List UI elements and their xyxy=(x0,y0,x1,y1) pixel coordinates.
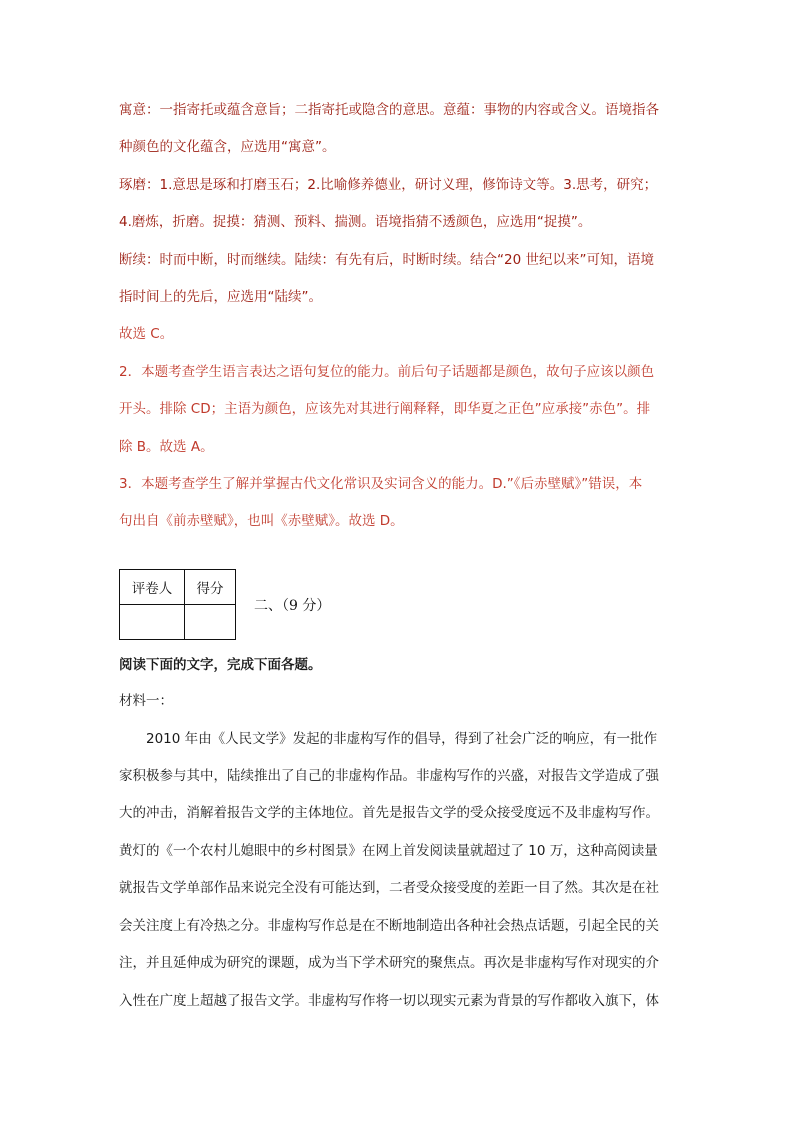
score-table-cell-grader xyxy=(120,605,185,640)
answer-line: 4.磨炼，折磨。捉摸：猜测、预料、揣测。语境指猜不透颜色，应选用“捉摸”。 xyxy=(119,214,592,230)
answer-line: 故选 C。 xyxy=(119,326,174,342)
answer-line: 种颜色的文化蕴含，应选用“寓意”。 xyxy=(119,139,336,155)
answer-line: 琢磨：1.意思是琢和打磨玉石；2.比喻修养德业，研讨义理，修饰诗文等。3.思考，研究； xyxy=(119,177,658,193)
instruction: 阅读下面的文字，完成下面各题。 xyxy=(119,657,322,673)
passage-line: 大的冲击，消解着报告文学的主体地位。首先是报告文学的受众接受度远不及非虚构写作。 xyxy=(119,805,659,821)
score-table-header-grader: 评卷人 xyxy=(120,570,185,605)
passage-line: 家积极参与其中，陆续推出了自己的非虚构作品。非虚构写作的兴盛，对报告文学造成了强 xyxy=(119,768,659,784)
material-label: 材料一： xyxy=(119,693,173,709)
answer-line: 句出自《前赤壁赋》，也叫《赤壁赋》。故选 D。 xyxy=(119,513,404,529)
answer-line: 寓意：一指寄托或蕴含意旨；二指寄托或隐含的意思。意蕴：事物的内容或含义。语境指各 xyxy=(119,102,659,118)
answer-line: 开头。排除 CD；主语为颜色，应该先对其进行阐释释，即华夏之正色”应承接”赤色”。排 xyxy=(119,401,651,417)
passage-line: 2010 年由《人民文学》发起的非虚构写作的倡导，得到了社会广泛的响应，有一批作 xyxy=(146,731,658,747)
passage-line: 就报告文学单部作品来说完全没有可能达到，二者受众接受度的差距一目了然。其次是在社 xyxy=(119,880,659,896)
passage-line: 会关注度上有冷热之分。非虚构写作总是在不断地制造出各种社会热点话题，引起全民的关 xyxy=(119,918,659,934)
answer-line: 断续：时而中断，时而继续。陆续：有先有后，时断时续。结合“20 世纪以来”可知，语境 xyxy=(119,252,654,268)
score-table-cell-score xyxy=(185,605,236,640)
answer-line: 指时间上的先后，应选用“陆续”。 xyxy=(119,289,322,305)
section-title: 二、（9 分） xyxy=(254,598,331,614)
passage-line: 入性在广度上超越了报告文学。非虚构写作将一切以现实元素为背景的写作都收入旗下，体 xyxy=(119,993,659,1009)
passage-line: 黄灯的《一个农村儿媳眼中的乡村图景》在网上首发阅读量就超过了 10 万，这种高阅读量 xyxy=(119,843,658,859)
score-table xyxy=(119,569,236,640)
answer-line: 3．本题考查学生了解并掌握古代文化常识及实词含义的能力。D.”《后赤壁赋》”错误，本 xyxy=(119,476,643,492)
score-table-header-score: 得分 xyxy=(185,570,236,605)
answer-line: 2．本题考查学生语言表达之语句复位的能力。前后句子话题都是颜色，故句子应该以颜色 xyxy=(119,364,655,380)
passage-line: 注，并且延伸成为研究的课题，成为当下学术研究的聚焦点。再次是非虚构写作对现实的介 xyxy=(119,955,659,971)
answer-line: 除 B。故选 A。 xyxy=(119,439,214,455)
